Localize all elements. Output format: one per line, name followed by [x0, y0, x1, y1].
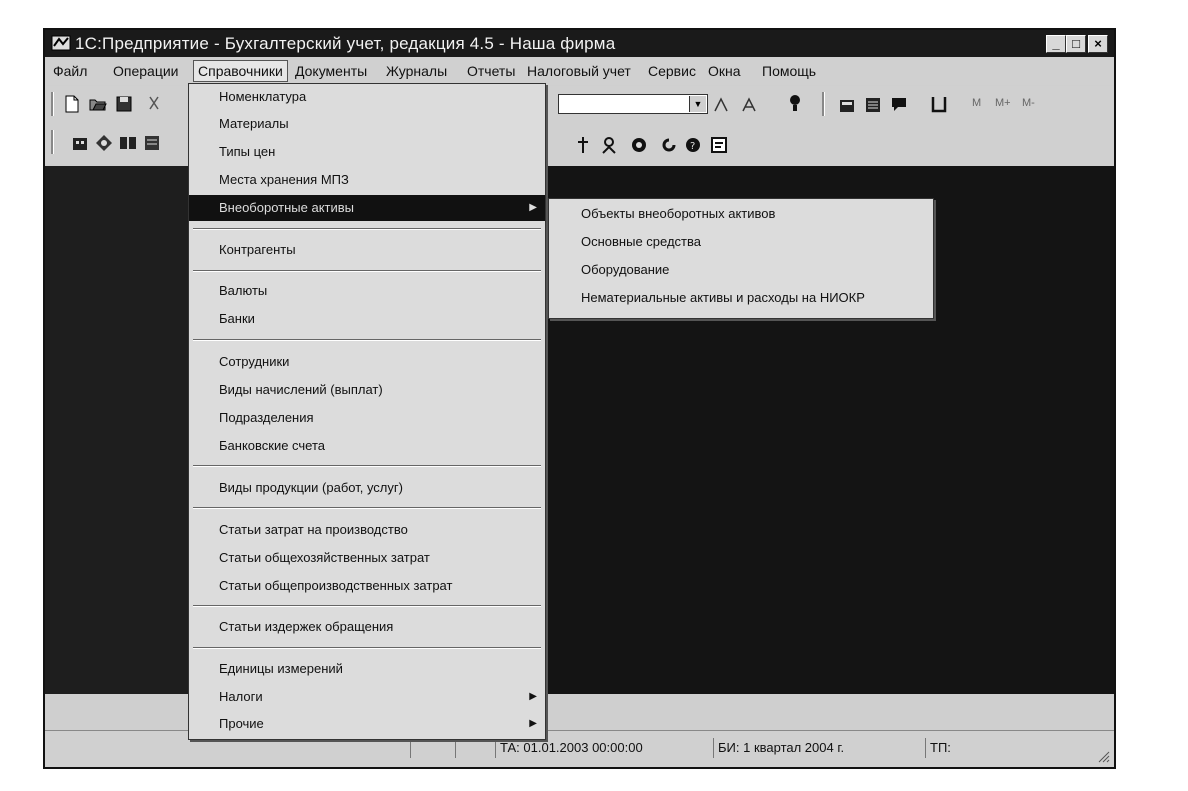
close-button[interactable]: × [1088, 35, 1108, 53]
menu-item-label: Прочие [219, 716, 264, 731]
menu-item-stati-obshheproizv[interactable]: Статьи общепроизводственных затрат [219, 578, 453, 593]
submenu-item-nematerialnye[interactable]: Нематериальные активы и расходы на НИОКР [581, 290, 865, 305]
new-document-icon[interactable] [63, 95, 81, 113]
menu-windows[interactable]: Окна [708, 63, 741, 79]
status-empty-cell-2 [455, 738, 495, 758]
menu-item-valyuty[interactable]: Валюты [219, 283, 268, 298]
menu-file[interactable]: Файл [53, 63, 88, 79]
menu-separator [193, 647, 541, 649]
menu-item-stati-obshhehoz[interactable]: Статьи общехозяйственных затрат [219, 550, 430, 565]
title-bar[interactable] [45, 30, 1114, 57]
menu-item-label: Внеоборотные активы [219, 200, 355, 215]
menu-help[interactable]: Помощь [762, 63, 817, 79]
menu-separator [193, 465, 541, 467]
submenu-arrow-icon: ▶ [529, 691, 537, 702]
journal-icon[interactable] [143, 134, 161, 152]
menu-item-tipy-cen[interactable]: Типы цен [219, 144, 276, 159]
menu-item-prochie[interactable] [189, 711, 545, 737]
menu-item-stati-zatrat[interactable]: Статьи затрат на производство [219, 522, 408, 537]
menu-item-kontragenty[interactable]: Контрагенты [219, 242, 296, 257]
svg-text:?: ? [690, 141, 696, 152]
submenu-arrow-icon: ▶ [529, 718, 537, 729]
submenu-arrow-icon: ▶ [529, 202, 537, 213]
status-tp: ТП: [925, 738, 1090, 758]
pin-icon[interactable] [574, 136, 592, 154]
submenu-item-obekty[interactable]: Объекты внеоборотных активов [581, 206, 776, 221]
menu-item-mesta-hraneniya[interactable]: Места хранения МПЗ [219, 172, 349, 187]
clipboard-icon[interactable] [930, 95, 948, 113]
search-combobox[interactable] [558, 94, 708, 114]
menu-spravochniki[interactable]: Справочники [193, 60, 288, 82]
find-icon[interactable] [712, 96, 730, 114]
menu-separator [193, 507, 541, 509]
minimize-button[interactable]: _ [1046, 35, 1066, 53]
submenu-item-oborudovanie[interactable]: Оборудование [581, 262, 670, 277]
help-icon[interactable] [684, 136, 702, 154]
submenu-item-osnovnye-sredstva[interactable]: Основные средства [581, 234, 701, 249]
replace-icon[interactable] [740, 96, 758, 114]
menu-item-podrazdeleniya[interactable]: Подразделения [219, 410, 314, 425]
chevron-down-icon[interactable]: ▼ [689, 96, 706, 112]
toolbar-grip[interactable] [51, 92, 54, 116]
status-bi: БИ: 1 квартал 2004 г. [713, 738, 898, 758]
book-icon[interactable] [119, 134, 137, 152]
memory-minus-button[interactable]: M- [1022, 97, 1035, 109]
calculator-icon[interactable] [838, 96, 856, 114]
menu-item-vidy-produkcii[interactable]: Виды продукции (работ, услуг) [219, 480, 403, 495]
status-ta: ТА: 01.01.2003 00:00:00 [495, 738, 708, 758]
vneoborotnye-submenu [548, 198, 934, 319]
toolbar-separator [822, 92, 825, 116]
tips-icon[interactable] [710, 136, 728, 154]
menu-item-vneoborotnye-aktivy[interactable] [189, 195, 545, 221]
open-folder-icon[interactable] [89, 95, 107, 113]
menu-item-label: Налоги [219, 689, 263, 704]
menu-documents[interactable]: Документы [295, 63, 368, 79]
menu-tax-accounting[interactable]: Налоговый учет [527, 63, 631, 79]
standard-toolbar [45, 86, 195, 124]
memory-button[interactable]: M [972, 97, 982, 109]
save-icon[interactable] [115, 95, 133, 113]
hint-icon[interactable] [786, 94, 804, 112]
menu-separator [193, 228, 541, 230]
menu-separator [193, 339, 541, 341]
menu-separator [193, 270, 541, 272]
menu-item-sotrudniki[interactable]: Сотрудники [219, 354, 290, 369]
menu-service[interactable]: Сервис [648, 63, 696, 79]
menu-operations[interactable]: Операции [113, 63, 179, 79]
menu-item-nalogi[interactable] [189, 684, 545, 710]
standard-toolbar-right [550, 86, 1116, 124]
menu-item-bankovskie-scheta[interactable]: Банковские счета [219, 438, 326, 453]
menu-separator [193, 605, 541, 607]
resize-grip-icon[interactable] [1096, 749, 1110, 763]
maximize-button[interactable]: □ [1066, 35, 1086, 53]
menu-item-stati-izderzhek[interactable]: Статьи издержек обращения [219, 619, 394, 634]
menu-bar [45, 57, 1114, 85]
cut-icon[interactable] [145, 95, 163, 113]
menu-journals[interactable]: Журналы [386, 63, 448, 79]
extra-toolbar [550, 124, 1116, 166]
operations-toolbar [45, 124, 195, 164]
status-empty-cell [410, 738, 455, 758]
refresh-icon[interactable] [660, 136, 678, 154]
calendar-icon[interactable] [864, 96, 882, 114]
menu-item-edinicy-izmereniy[interactable]: Единицы измерений [219, 661, 343, 676]
menu-item-nomenklatura[interactable]: Номенклатура [219, 89, 307, 104]
user-icon[interactable] [600, 136, 618, 154]
spravochniki-dropdown [188, 83, 546, 740]
globe-icon[interactable] [630, 136, 648, 154]
diamond-icon[interactable] [95, 134, 113, 152]
app-logo-icon [51, 34, 71, 52]
menu-item-vidy-nachisleniy[interactable]: Виды начислений (выплат) [219, 382, 383, 397]
window-title: 1С:Предприятие - Бухгалтерский учет, редакция 4.5 - Наша фирма [75, 34, 616, 53]
menu-item-materialy[interactable]: Материалы [219, 116, 289, 131]
left-panel [45, 166, 190, 694]
menu-item-banki[interactable]: Банки [219, 311, 255, 326]
message-icon[interactable] [890, 95, 908, 113]
toolbar-grip-2[interactable] [51, 130, 54, 154]
menu-reports[interactable]: Отчеты [467, 63, 516, 79]
building-icon[interactable] [71, 134, 89, 152]
memory-plus-button[interactable]: M+ [995, 97, 1011, 109]
